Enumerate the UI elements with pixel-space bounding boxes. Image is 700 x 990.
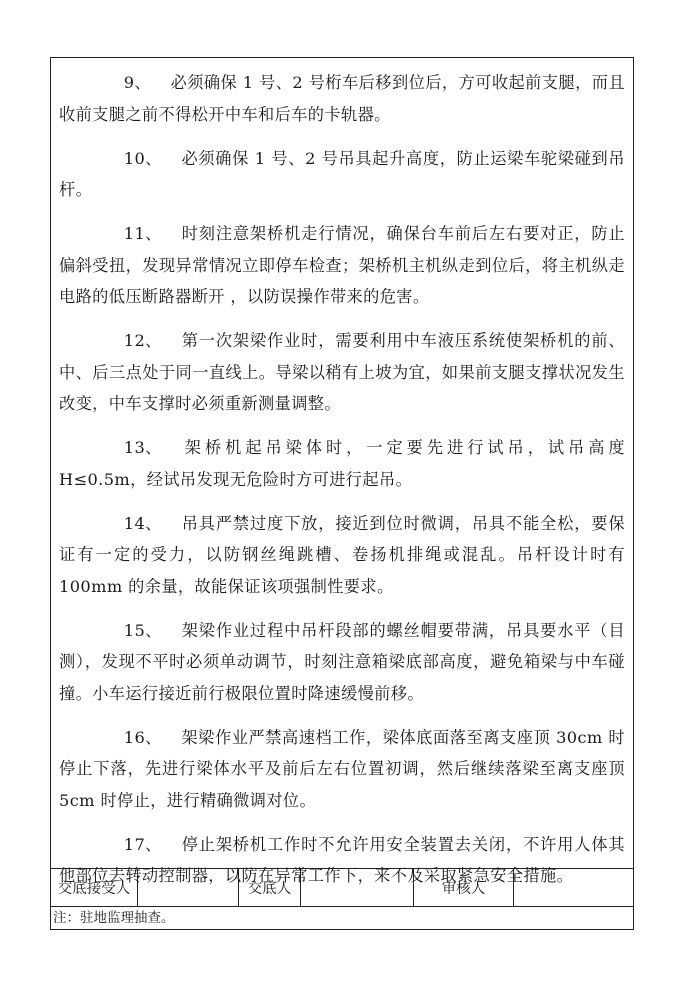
- clause-text: 吊具严禁过度下放，接近到位时微调，吊具不能全松，要保证有一定的受力，以防钢丝绳跳槽、卷扬机排绳或混乱。吊杆设计时有 100mm 的余量，故能保证该项强制性要求。: [59, 513, 625, 596]
- safety-clauses: [51, 58, 633, 885]
- clause-9: [59, 67, 625, 130]
- clause-number: 12、: [123, 331, 162, 350]
- receiver-signature-field[interactable]: [138, 869, 239, 906]
- clause-text: 必须确保 1 号、2 号吊具起升高度，防止运梁车驼梁碰到吊杆。: [59, 148, 625, 199]
- clause-number: 9、: [123, 73, 152, 92]
- clause-13: [59, 432, 625, 495]
- clause-14: [59, 508, 625, 603]
- clause-number: 14、: [123, 513, 162, 533]
- clause-number: 15、: [123, 620, 162, 640]
- clause-text: 架梁作业严禁高速档工作，梁体底面落至离支座顶 30cm 时停止下落，先进行梁体水平及前后左右位置初调，然后继续落梁至离支座顶 5cm 时停止，进行精确微调对位。: [59, 727, 625, 810]
- clause-number: 10、: [123, 148, 162, 168]
- clause-12: [59, 325, 625, 420]
- clause-11: [59, 218, 625, 313]
- clause-text: 架桥机起吊梁体时，一定要先进行试吊，试吊高度 H≤0.5m，经试吊发现无危险时方可进行起吊。: [59, 438, 625, 489]
- clause-text: 必须确保 1 号、2 号桁车后移到位后，方可收起前支腿，而且收前支腿之前不得松开中车和后车的卡轨器。: [59, 73, 625, 124]
- clause-number: 13、: [123, 438, 162, 457]
- clause-text: 停止架桥机工作时不允许用安全装置去关闭，不许用人体其他部位去转动控制器，以防在异常工作下，来不及采取紧急安全措施。: [59, 834, 625, 885]
- reviewer-signature-field[interactable]: [514, 869, 633, 906]
- disclosure-form: [50, 57, 634, 930]
- reviewer-label: 审核人: [414, 869, 514, 906]
- issuer-signature-field[interactable]: [301, 869, 414, 906]
- clause-text: 时刻注意架桥机走行情况，确保台车前后左右要对正，防止偏斜受扭，发现异常情况立即停车检查；架桥机主机纵走到位后，将主机纵走电路的低压断路器断开 ，以防误操作带来的危害。: [59, 224, 625, 306]
- clause-16: [59, 722, 625, 817]
- clause-text: 第一次架梁作业时，需要利用中车液压系统使架桥机的前、中、后三点处于同一直线上。导梁以稍有上坡为宜，如果前支腿支撑状况发生改变，中车支撑时必须重新测量调整。: [59, 331, 625, 413]
- receiver-label: 交底接受人: [51, 869, 138, 906]
- signature-row: [51, 868, 633, 906]
- clause-10: [59, 143, 625, 206]
- clause-text: 架梁作业过程中吊杆段部的螺丝帽要带满，吊具要水平（目测），发现不平时必须单动调节，时刻注意箱梁底部高度，避免箱梁与中车碰撞。小车运行接近前行极限位置时降速缓慢前移。: [59, 620, 625, 703]
- clause-15: [59, 615, 625, 710]
- clause-number: 17、: [123, 834, 162, 854]
- issuer-label: 交底人: [239, 869, 301, 906]
- clause-number: 11、: [123, 224, 162, 243]
- clause-number: 16、: [123, 727, 162, 747]
- footnote: 注：驻地监理抽查。: [51, 906, 633, 930]
